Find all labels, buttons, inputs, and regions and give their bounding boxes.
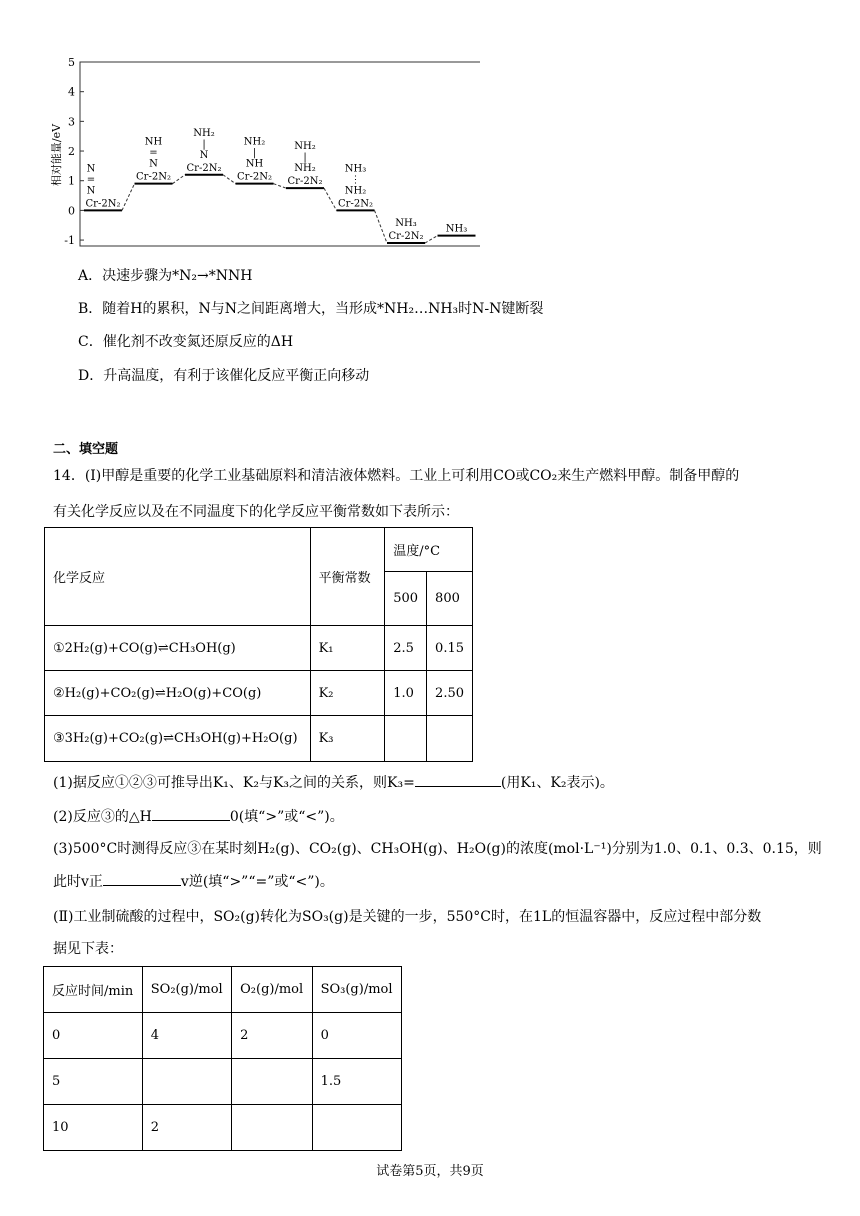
table2-cell: 0 <box>312 1013 401 1059</box>
y-tick-label: -1 <box>64 234 75 248</box>
q14-part2 <box>53 806 344 826</box>
option-a-letter: A． <box>78 268 103 284</box>
species-label: | <box>202 138 206 150</box>
option-b <box>78 298 543 318</box>
q14-part3-text-b: v逆(填“>”“=”或“<”)。 <box>180 874 334 890</box>
species-label: | <box>252 147 257 159</box>
species-label: NH₃ <box>344 163 367 175</box>
table1-header-800: 800 <box>427 572 473 626</box>
species-label: NH₃ <box>395 218 417 230</box>
q14-part1-text-b: (用K₁、K₂表示)。 <box>500 775 614 791</box>
table1-reaction: ②H₂(g)+CO₂(g)⇌H₂O(g)+CO(g) <box>45 671 311 716</box>
table1-v500 <box>385 716 427 762</box>
section-title: 二、填空题 <box>53 442 119 457</box>
table2-cell: 10 <box>44 1105 143 1151</box>
answer-blank-dh[interactable] <box>152 820 230 821</box>
connector-line <box>274 184 287 188</box>
table1-k: K₂ <box>310 671 385 716</box>
option-d-letter: D． <box>78 368 104 384</box>
table1-v500: 1.0 <box>385 671 427 716</box>
table1-v500: 2.5 <box>385 626 427 671</box>
table1-reaction: ③3H₂(g)+CO₂(g)⇌CH₃OH(g)+H₂O(g) <box>45 716 311 762</box>
table1-k: K₁ <box>310 626 385 671</box>
q14-part3-line1: (3)500°C时测得反应③在某时刻H₂(g)、CO₂(g)、CH₃OH(g)、H₂O(g)的浓度(mol·L⁻¹)分别为1.0、0.1、0.3、0.15，则 <box>53 841 822 857</box>
q14-intro-line1: 14．(Ⅰ)甲醇是重要的化学工业基础原料和清洁液体燃料。工业上可利用CO或CO₂来生产燃料甲醇。制备甲醇的 <box>53 468 740 484</box>
species-label: ⋮ <box>350 174 361 186</box>
table2-cell <box>312 1105 401 1151</box>
table1-header-k: 平衡常数 <box>310 528 385 626</box>
table2-cell: 2 <box>142 1105 231 1151</box>
table2-cell <box>142 1059 231 1105</box>
table2-cell: 4 <box>142 1013 231 1059</box>
y-tick-label: 3 <box>68 115 75 129</box>
q14-part2-text-b: 0(填“>”或“<”)。 <box>229 809 344 825</box>
answer-blank-rate[interactable] <box>103 885 181 886</box>
table2-cell: 0 <box>44 1013 143 1059</box>
option-c-letter: C． <box>78 334 103 350</box>
q14-part-ii-line1: (Ⅱ)工业制硫酸的过程中，SO₂(g)转化为SO₃(g)是关键的一步，550°C时，在1L的恒温容器中，反应过程中部分数 <box>53 909 762 925</box>
answer-blank-k3[interactable] <box>415 786 501 787</box>
table-row <box>44 1059 402 1105</box>
species-label: NH₂ <box>243 136 266 148</box>
species-label: = <box>149 147 158 159</box>
option-c-text: 催化剂不改变氮还原反应的ΔH <box>102 334 294 350</box>
table-row <box>44 1105 402 1151</box>
table1-k: K₃ <box>310 716 385 762</box>
species-label: NH₂ <box>193 127 215 139</box>
y-tick-label: 4 <box>68 85 75 99</box>
table2-cell <box>232 1105 312 1151</box>
species-label: NH <box>245 158 264 170</box>
table-row <box>45 671 473 716</box>
y-tick-label: 1 <box>68 174 75 188</box>
species-label: NH <box>144 136 163 148</box>
table1-header-reaction: 化学反应 <box>45 528 311 626</box>
table2-header: SO₃(g)/mol <box>312 967 401 1013</box>
species-label: N <box>199 149 209 161</box>
table2-header: O₂(g)/mol <box>232 967 312 1013</box>
table1-v800: 0.15 <box>427 626 473 671</box>
option-b-letter: B． <box>78 301 103 317</box>
connector-line <box>173 175 186 184</box>
table1-v800: 2.50 <box>427 671 473 716</box>
table1-header-500: 500 <box>385 572 427 626</box>
chart-frame <box>80 62 480 246</box>
catalyst-label: Cr-2N₂ <box>388 231 424 243</box>
q14-part1 <box>53 772 614 792</box>
catalyst-label: Cr-2N₂ <box>136 171 171 183</box>
species-label: NH₂ <box>344 185 367 197</box>
table-row <box>45 716 473 762</box>
option-b-text: 随着H的累积，N与N之间距离增大，当形成*NH₂…NH₃时N-N键断裂 <box>102 301 544 317</box>
species-label: N <box>149 158 158 170</box>
option-c <box>78 331 293 351</box>
table2-cell: 5 <box>44 1059 143 1105</box>
species-label: NH₂ <box>294 141 316 153</box>
table2-header: SO₂(g)/mol <box>142 967 231 1013</box>
q14-part2-text-a: (2)反应③的△H <box>53 809 152 825</box>
table1-header-temp: 温度/°C <box>385 528 473 572</box>
connector-line <box>375 210 388 243</box>
table-row <box>44 1013 402 1059</box>
species-label: NH₂ <box>294 163 316 175</box>
species-label: N <box>86 163 96 175</box>
connector-line <box>324 188 337 210</box>
option-a-text: 决速步骤为*N₂→*NNH <box>102 268 253 284</box>
q14-part-ii-line2: 据见下表： <box>53 941 123 957</box>
table2-cell: 2 <box>232 1013 312 1059</box>
connector-line <box>425 236 438 243</box>
q14-part3-text-a: 此时v正 <box>53 874 103 890</box>
table-row <box>45 626 473 671</box>
table1-reaction: ①2H₂(g)+CO(g)⇌CH₃OH(g) <box>45 626 311 671</box>
y-tick-label: 5 <box>68 56 75 69</box>
species-label: N <box>86 185 96 197</box>
species-label: NH₃ <box>445 223 468 235</box>
so2-reaction-data-table <box>43 966 402 1151</box>
q14-part1-text-a: (1)据反应①②③可推导出K₁、K₂与K₃之间的关系，则K₃= <box>53 775 415 791</box>
catalyst-label: Cr-2N₂ <box>186 162 222 174</box>
species-label: | <box>303 152 307 164</box>
q14-part3-line2 <box>53 871 334 891</box>
y-tick-label: 2 <box>68 145 75 159</box>
table2-cell <box>232 1059 312 1105</box>
table1-v800 <box>427 716 473 762</box>
catalyst-label: Cr-2N₂ <box>85 198 121 210</box>
option-a <box>78 265 252 285</box>
y-tick-label: 0 <box>68 204 75 218</box>
connector-line <box>223 175 236 184</box>
catalyst-label: Cr-2N₂ <box>287 176 323 188</box>
page-footer: 试卷第5页，共9页 <box>376 1164 484 1179</box>
table2-cell: 1.5 <box>312 1059 401 1105</box>
species-label: = <box>86 174 96 186</box>
chart-ylabel: 相对能量/eV <box>50 123 63 187</box>
option-d <box>78 365 369 385</box>
energy-profile-chart <box>40 50 480 255</box>
equilibrium-constant-table <box>44 527 473 762</box>
option-d-text: 升高温度，有利于该催化反应平衡正向移动 <box>103 368 370 384</box>
catalyst-label: Cr-2N₂ <box>237 171 272 183</box>
connector-line <box>122 184 135 211</box>
catalyst-label: Cr-2N₂ <box>338 198 373 210</box>
table2-header: 反应时间/min <box>44 967 143 1013</box>
q14-intro-line2: 有关化学反应以及在不同温度下的化学反应平衡常数如下表所示： <box>53 504 459 520</box>
